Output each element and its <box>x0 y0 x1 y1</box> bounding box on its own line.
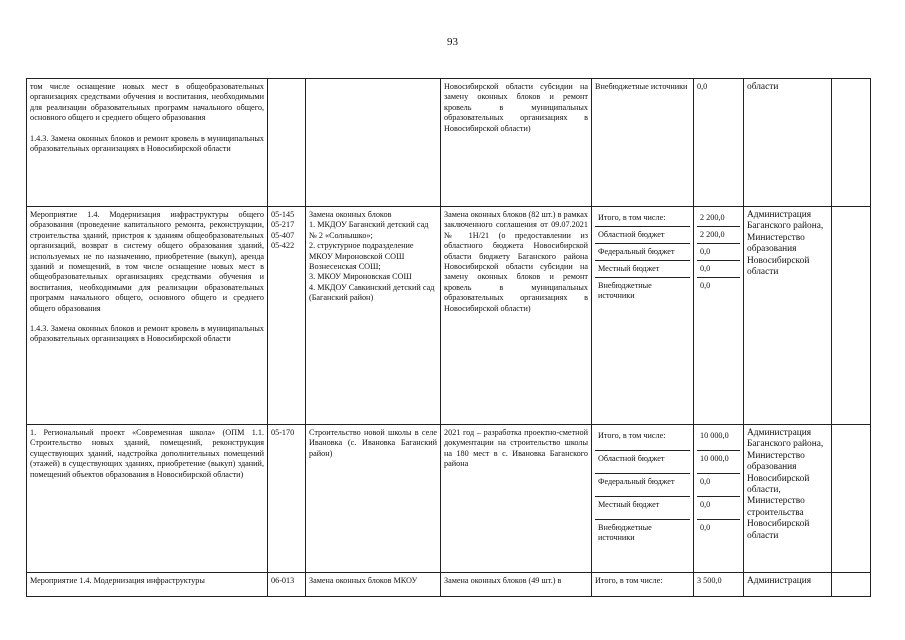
object-cell <box>306 79 441 207</box>
object-line: 3. МКОУ Мироновская СОШ <box>309 272 412 282</box>
source-label: Областной бюджет <box>595 451 690 474</box>
amount-cell <box>694 207 744 425</box>
measure-cell <box>27 79 268 207</box>
result-cell: Новосибирской области субсидии на замену оконных блоков и ремонт кровель в муниципальных образовательных организациях в Новосибирской области) <box>441 79 592 207</box>
measure-text: том числе оснащение новых мест в общеобразовательных организациях средствами обучения и воспитания, необходимыми для реализации образовательных программ начального общего, основного общего и среднего общего образования <box>30 82 264 123</box>
empty-cell <box>832 573 871 597</box>
amount-cell: 3 500,0 <box>694 573 744 597</box>
budget-table <box>26 78 871 597</box>
result-cell: Замена оконных блоков (82 шт.) в рамках заключенного соглашения от 09.07.2021 № 1Н/21 (о предоставлении из областного бюджета Новосибирской области бюджету Баганского района Новосибирской области субсидии на замену оконных блоков и ремонт кровель в муниципальных образовательных организациях в Новосибирской области) <box>441 207 592 425</box>
amount-value: 0,0 <box>697 244 740 261</box>
source-label: Внебюджетные источники <box>598 523 652 543</box>
executor-cell: области <box>744 79 832 207</box>
page-number: 93 <box>447 36 458 48</box>
source-label: Внебюджетные источники <box>598 281 652 301</box>
object-cell: Замена оконных блоков МКОУ <box>306 573 441 597</box>
object-cell <box>306 425 441 573</box>
measure-subtext: 1.4.3. Замена оконных блоков и ремонт кровель в муниципальных образовательных организациях в Новосибирской области <box>30 133 264 154</box>
source-label: Федеральный бюджет <box>595 474 690 497</box>
table-row <box>27 573 871 597</box>
code-cell <box>268 425 306 573</box>
object-line: 2. структурное подразделение МКОУ Мироновской СОШ Вознесенская СОШ; <box>309 241 414 272</box>
executor-cell: Администрация Баганского района, Министерство образования Новосибирской области <box>744 207 832 425</box>
amount-value: 0,0 <box>697 497 740 520</box>
measure-cell <box>27 207 268 425</box>
empty-cell <box>832 425 871 573</box>
measure-text: 1. Региональный проект «Современная школа» (ОПМ 1.1. Строительство новых зданий, помещений, реконструкция существующих зданий, надстройка дополнительных помещений (этажей) в существующих зданиях, приобретение (выкуп) зданий, помещений объектов образования в Новосибирской области) <box>30 428 264 479</box>
budget-code: 05-422 <box>271 241 295 251</box>
budget-code: 05-145 <box>271 210 295 219</box>
source-label: Областной бюджет <box>595 227 690 244</box>
measure-cell: Мероприятие 1.4. Модернизация инфраструктуры <box>27 573 268 597</box>
result-cell: Замена оконных блоков (49 шт.) в <box>441 573 592 597</box>
amount-value: 10 000,0 <box>697 428 740 451</box>
executor-cell: Администрация Баганского района, Министерство образования Новосибирской области, Министерство строительства Новосибирской области <box>744 425 832 573</box>
code-cell: 06-013 <box>268 573 306 597</box>
source-cell <box>592 425 694 573</box>
source-label: Местный бюджет <box>595 497 690 520</box>
amount-value: 2 200,0 <box>697 210 740 227</box>
source-label: Федеральный бюджет <box>595 244 690 261</box>
amount-value: 0,0 <box>697 474 740 497</box>
measure-subtext: 1.4.3. Замена оконных блоков и ремонт кровель в муниципальных образовательных организациях в Новосибирской области <box>30 324 264 344</box>
result-cell: 2021 год – разработка проектно-сметной документации на строительство школы на 180 мест в с. Ивановка Баганского района <box>441 425 592 573</box>
measure-text: Мероприятие 1.4. Модернизация инфраструктуры общего образования (проведение капитального ремонта, реконструкции, строительства зданий, пристроя к зданиям общеобразовательных организаций, возврат в систему общего образования зданий, используемых не по назначению, приобретение (выкуп), аренда зданий и помещений, в том числе оснащение новых мест в общеобразовательных организациях средствами обучения и воспитания, необходимыми для реализации образовательных программ начального общего, основного общего и среднего общего образования <box>30 210 264 313</box>
source-label: Итого, в том числе: <box>595 428 690 451</box>
amount-cell <box>694 425 744 573</box>
amount-value: 0,0 <box>700 281 711 290</box>
empty-cell <box>832 79 871 207</box>
source-cell <box>592 207 694 425</box>
source-label: Местный бюджет <box>595 261 690 278</box>
budget-code: 05-217 <box>271 220 295 230</box>
amount-value: 0,0 <box>700 523 711 532</box>
object-line: 4. МКДОУ Савкинский детский сад <box>309 282 435 292</box>
object-line: Строительство новой школы в селе Ивановка (с. Ивановка Баганский район) <box>309 428 437 458</box>
amount-cell: 0,0 <box>694 79 744 207</box>
object-line: (Баганский район) <box>309 293 374 303</box>
empty-cell <box>832 207 871 425</box>
object-cell <box>306 207 441 425</box>
source-label: Итого, в том числе: <box>595 210 690 227</box>
budget-code: 05-407 <box>271 230 295 240</box>
code-cell <box>268 79 306 207</box>
budget-code: 05-170 <box>271 428 295 437</box>
object-line: Замена оконных блоков <box>309 210 392 219</box>
executor-cell: Администрация <box>744 573 832 597</box>
measure-cell <box>27 425 268 573</box>
source-cell: Итого, в том числе: <box>592 573 694 597</box>
table-row <box>27 207 871 425</box>
source-cell: Внебюджетные источники <box>592 79 694 207</box>
table-row <box>27 425 871 573</box>
amount-value: 10 000,0 <box>697 451 740 474</box>
object-line: 1. МКДОУ Баганский детский сад № 2 «Солнышко»; <box>309 220 429 240</box>
table-row <box>27 79 871 207</box>
amount-value: 0,0 <box>697 261 740 278</box>
amount-value: 2 200,0 <box>697 227 740 244</box>
code-cell <box>268 207 306 425</box>
